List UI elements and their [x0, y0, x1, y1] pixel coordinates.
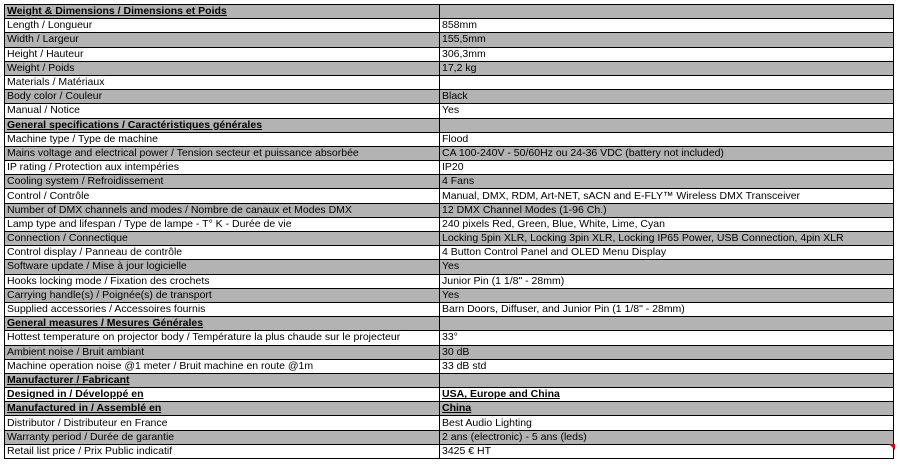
spec-value-cell[interactable]: 12 DMX Channel Modes (1-96 Ch.) [440, 203, 894, 217]
spec-label-cell[interactable]: IP rating / Protection aux intempéries [5, 161, 440, 175]
spec-value-cell[interactable]: CA 100-240V - 50/60Hz ou 24-36 VDC (battery not included) [440, 146, 894, 160]
spec-value-cell[interactable]: Manual, DMX, RDM, Art-NET, sACN and E-FLY™ Wireless DMX Transceiver [440, 189, 894, 203]
spec-label-cell[interactable]: Ambient noise / Bruit ambiant [5, 345, 440, 359]
spec-label-cell[interactable]: Machine type / Type de machine [5, 132, 440, 146]
spec-row [5, 146, 894, 160]
spec-row [5, 189, 894, 203]
spec-value-cell[interactable]: Locking 5pin XLR, Locking 3pin XLR, Locking IP65 Power, USB Connection, 4pin XLR [440, 232, 894, 246]
spec-label-cell[interactable]: Manufactured in / Assemblé en [5, 402, 440, 416]
section-header-row [5, 5, 894, 19]
spec-label-cell[interactable]: Cooling system / Refroidissement [5, 175, 440, 189]
spec-value-cell[interactable]: 858mm [440, 19, 894, 33]
spec-row [5, 203, 894, 217]
spec-label-cell[interactable]: General measures / Mesures Générales [5, 317, 440, 331]
spec-value-cell[interactable] [440, 118, 894, 132]
spec-label-cell[interactable]: Software update / Mise à jour logicielle [5, 260, 440, 274]
spec-value-cell[interactable]: Best Audio Lighting [440, 416, 894, 430]
spec-value-cell[interactable]: 306,3mm [440, 47, 894, 61]
spec-value-cell[interactable]: Black [440, 90, 894, 104]
spec-row [5, 47, 894, 61]
spec-row [5, 416, 894, 430]
spec-row [5, 232, 894, 246]
spec-label-cell[interactable]: Machine operation noise @1 meter / Bruit machine en route @1m [5, 359, 440, 373]
spec-value-cell[interactable]: Barn Doors, Diffuser, and Junior Pin (1 1/8" - 28mm) [440, 302, 894, 316]
spec-value-cell[interactable] [440, 5, 894, 19]
spec-label-cell[interactable]: Mains voltage and electrical power / Tension secteur et puissance absorbée [5, 146, 440, 160]
spec-value-cell[interactable] [440, 373, 894, 387]
spec-row [5, 132, 894, 146]
section-header-row [5, 388, 894, 402]
spec-label-cell[interactable]: Connection / Connectique [5, 232, 440, 246]
spec-row [5, 260, 894, 274]
spec-label-cell[interactable]: Width / Largeur [5, 33, 440, 47]
spec-value-cell[interactable]: Yes [440, 104, 894, 118]
spec-label-cell[interactable]: Retail list price / Prix Public indicatif [5, 444, 440, 458]
spec-value-cell[interactable]: 30 dB [440, 345, 894, 359]
spec-value-cell[interactable]: USA, Europe and China [440, 388, 894, 402]
spec-row [5, 444, 894, 458]
spec-row [5, 175, 894, 189]
spec-row [5, 161, 894, 175]
spec-label-cell[interactable]: Manufacturer / Fabricant [5, 373, 440, 387]
spec-value-cell[interactable]: 17,2 kg [440, 61, 894, 75]
spec-row [5, 274, 894, 288]
section-header-row [5, 373, 894, 387]
spec-value-cell[interactable]: 33° [440, 331, 894, 345]
spec-label-cell[interactable]: Supplied accessories / Accessoires fournis [5, 302, 440, 316]
spec-label-cell[interactable]: Manual / Notice [5, 104, 440, 118]
spec-row [5, 61, 894, 75]
spec-value-cell[interactable]: China [440, 402, 894, 416]
spec-value-cell[interactable]: 33 dB std [440, 359, 894, 373]
spec-row [5, 75, 894, 89]
spec-label-cell[interactable]: Height / Hauteur [5, 47, 440, 61]
spec-row [5, 246, 894, 260]
spec-label-cell[interactable]: Number of DMX channels and modes / Nombre de canaux et Modes DMX [5, 203, 440, 217]
spec-label-cell[interactable]: Carrying handle(s) / Poignée(s) de transport [5, 288, 440, 302]
spec-label-cell[interactable]: Lamp type and lifespan / Type de lampe - T° K - Durée de vie [5, 217, 440, 231]
spec-row [5, 104, 894, 118]
spec-label-cell[interactable]: Hooks locking mode / Fixation des crochets [5, 274, 440, 288]
spec-value-cell[interactable]: 4 Fans [440, 175, 894, 189]
spec-sheet-body [5, 5, 894, 459]
spec-value-cell[interactable]: 4 Button Control Panel and OLED Menu Display [440, 246, 894, 260]
spec-value-cell[interactable] [440, 75, 894, 89]
spec-sheet-table [4, 4, 894, 459]
spec-row [5, 217, 894, 231]
spec-value-cell[interactable]: 2 ans (electronic) - 5 ans (leds) [440, 430, 894, 444]
spec-label-cell[interactable]: Designed in / Développé en [5, 388, 440, 402]
cell-comment-marker [889, 444, 895, 450]
spec-value-cell[interactable]: Yes [440, 288, 894, 302]
spec-row [5, 302, 894, 316]
spec-value-cell[interactable] [440, 317, 894, 331]
section-header-row [5, 402, 894, 416]
spec-row [5, 345, 894, 359]
spec-label-cell[interactable]: Distributor / Distributeur en France [5, 416, 440, 430]
spec-label-cell[interactable]: General specifications / Caractéristiques générales [5, 118, 440, 132]
spec-row [5, 331, 894, 345]
spec-label-cell[interactable]: Weight & Dimensions / Dimensions et Poids [5, 5, 440, 19]
spec-label-cell[interactable]: Body color / Couleur [5, 90, 440, 104]
spec-label-cell[interactable]: Length / Longueur [5, 19, 440, 33]
spec-row [5, 90, 894, 104]
spec-label-cell[interactable]: Control display / Panneau de contrôle [5, 246, 440, 260]
spec-value-cell[interactable]: 240 pixels Red, Green, Blue, White, Lime, Cyan [440, 217, 894, 231]
spec-label-cell[interactable]: Control / Contrôle [5, 189, 440, 203]
spec-row [5, 33, 894, 47]
spec-value-cell[interactable]: Yes [440, 260, 894, 274]
spec-value-cell[interactable]: 155,5mm [440, 33, 894, 47]
spec-value-cell[interactable]: IP20 [440, 161, 894, 175]
spec-value-cell[interactable]: 3425 € HT [440, 444, 894, 458]
spec-value-cell[interactable]: Flood [440, 132, 894, 146]
spec-row [5, 19, 894, 33]
spec-label-cell[interactable]: Hottest temperature on projector body / Température la plus chaude sur le projecteur [5, 331, 440, 345]
spec-row [5, 430, 894, 444]
spec-label-cell[interactable]: Materials / Matériaux [5, 75, 440, 89]
section-header-row [5, 317, 894, 331]
spec-label-cell[interactable]: Warranty period / Durée de garantie [5, 430, 440, 444]
spec-row [5, 359, 894, 373]
spec-value-cell[interactable]: Junior Pin (1 1/8" - 28mm) [440, 274, 894, 288]
spec-label-cell[interactable]: Weight / Poids [5, 61, 440, 75]
section-header-row [5, 118, 894, 132]
spec-row [5, 288, 894, 302]
